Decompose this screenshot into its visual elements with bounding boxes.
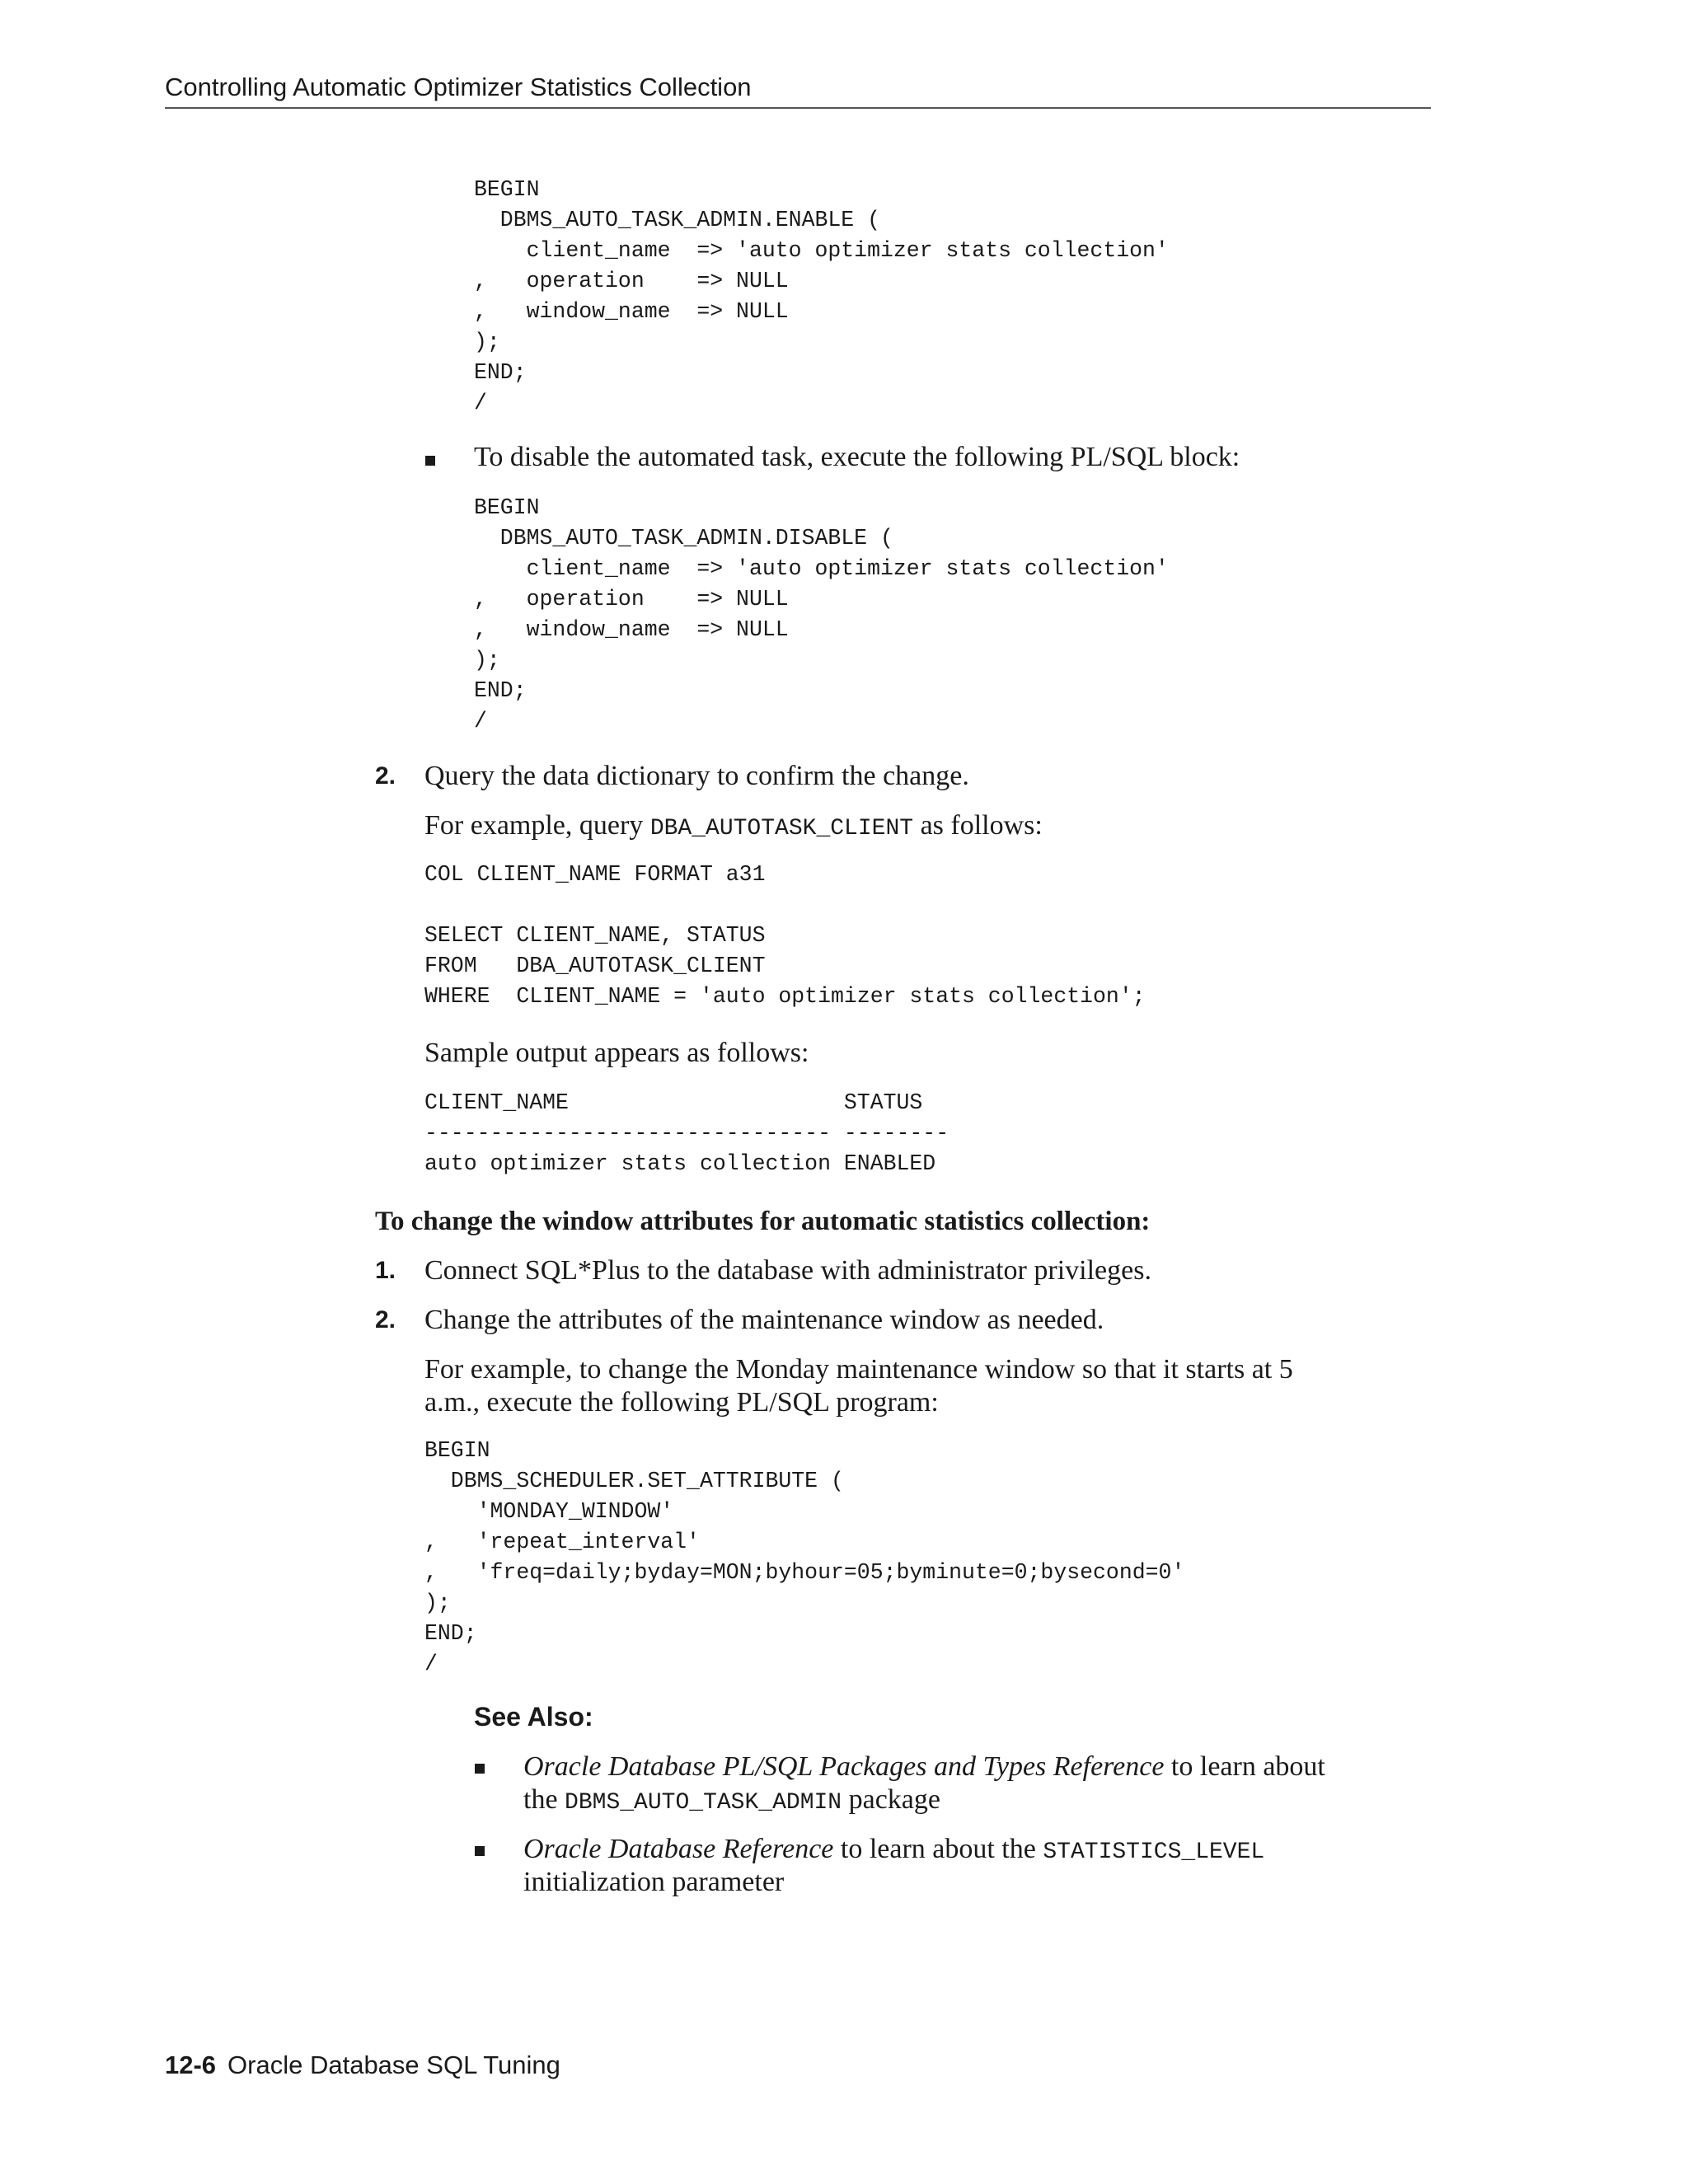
see-also-text: to learn about <box>1164 1751 1325 1782</box>
inline-code: STATISTICS_LEVEL <box>1043 1840 1265 1865</box>
see-also-title: See Also: <box>474 1702 593 1732</box>
book-title: Oracle Database SQL Tuning <box>227 2050 560 2079</box>
example-paragraph <box>424 809 1043 846</box>
running-header-title: Controlling Automatic Optimizer Statistics Collection <box>165 73 752 101</box>
procedure-title: To change the window attributes for automatic statistics collection: <box>375 1207 1151 1236</box>
inline-code: DBMS_AUTO_TASK_ADMIN <box>565 1790 842 1816</box>
see-also-text: to learn about the <box>833 1834 1043 1864</box>
code-block-disable: BEGIN DBMS_AUTO_TASK_ADMIN.DISABLE ( client_name => 'auto optimizer stats collection' , operation => NULL , window_name => NULL ); END; / <box>474 495 1169 733</box>
example-prefix: For example, query <box>424 810 650 841</box>
see-also-item-1-line-2 <box>523 1783 940 1820</box>
see-also-item-1-line-1 <box>523 1750 1325 1783</box>
step-number: 2. <box>375 1306 396 1333</box>
step-text: Query the data dictionary to confirm the change. <box>424 761 969 791</box>
example-line-2: a.m., execute the following PL/SQL program: <box>424 1387 939 1418</box>
code-block-enable: BEGIN DBMS_AUTO_TASK_ADMIN.ENABLE ( client_name => 'auto optimizer stats collection' , operation => NULL , window_name => NULL ); END; / <box>474 177 1169 415</box>
code-block-query: COL CLIENT_NAME FORMAT a31 SELECT CLIENT_NAME, STATUS FROM DBA_AUTOTASK_CLIENT WHERE CLIENT_NAME = 'auto optimizer stats collection'; <box>424 862 1146 1009</box>
reference-title: Oracle Database PL/SQL Packages and Types Reference <box>523 1751 1165 1782</box>
example-line-1: For example, to change the Monday maintenance window so that it starts at 5 <box>424 1354 1293 1385</box>
example-suffix: as follows: <box>913 810 1043 841</box>
see-also-item-2-line-1 <box>523 1833 1264 1869</box>
reference-title: Oracle Database Reference <box>523 1834 834 1864</box>
step-text: Connect SQL*Plus to the database with administrator privileges. <box>424 1255 1151 1286</box>
bullet-marker <box>475 1846 485 1856</box>
step-number: 1. <box>375 1257 396 1284</box>
bullet-disable-text: To disable the automated task, execute the following PL/SQL block: <box>474 442 1240 472</box>
see-also-text: package <box>842 1784 940 1815</box>
code-block-scheduler: BEGIN DBMS_SCHEDULER.SET_ATTRIBUTE ( 'MONDAY_WINDOW' , 'repeat_interval' , 'freq=daily;byday=MON;byhour=05;byminute=0;bysecond=0' ); END; / <box>424 1438 1185 1676</box>
page-footer <box>165 2050 560 2080</box>
step-number: 2. <box>375 762 396 790</box>
bullet-marker <box>425 456 435 466</box>
sample-output-label: Sample output appears as follows: <box>424 1038 809 1068</box>
bullet-marker <box>475 1764 485 1774</box>
page-number: 12-6 <box>165 2050 217 2079</box>
running-header <box>165 73 1431 109</box>
code-block-output: CLIENT_NAME STATUS ------------------------------- -------- auto optimizer stats collection ENABLED <box>424 1090 950 1176</box>
inline-code: DBA_AUTOTASK_CLIENT <box>649 816 914 841</box>
see-also-text: the <box>523 1784 565 1815</box>
see-also-item-2-line-2: initialization parameter <box>523 1867 785 1897</box>
step-text: Change the attributes of the maintenance window as needed. <box>424 1305 1104 1335</box>
